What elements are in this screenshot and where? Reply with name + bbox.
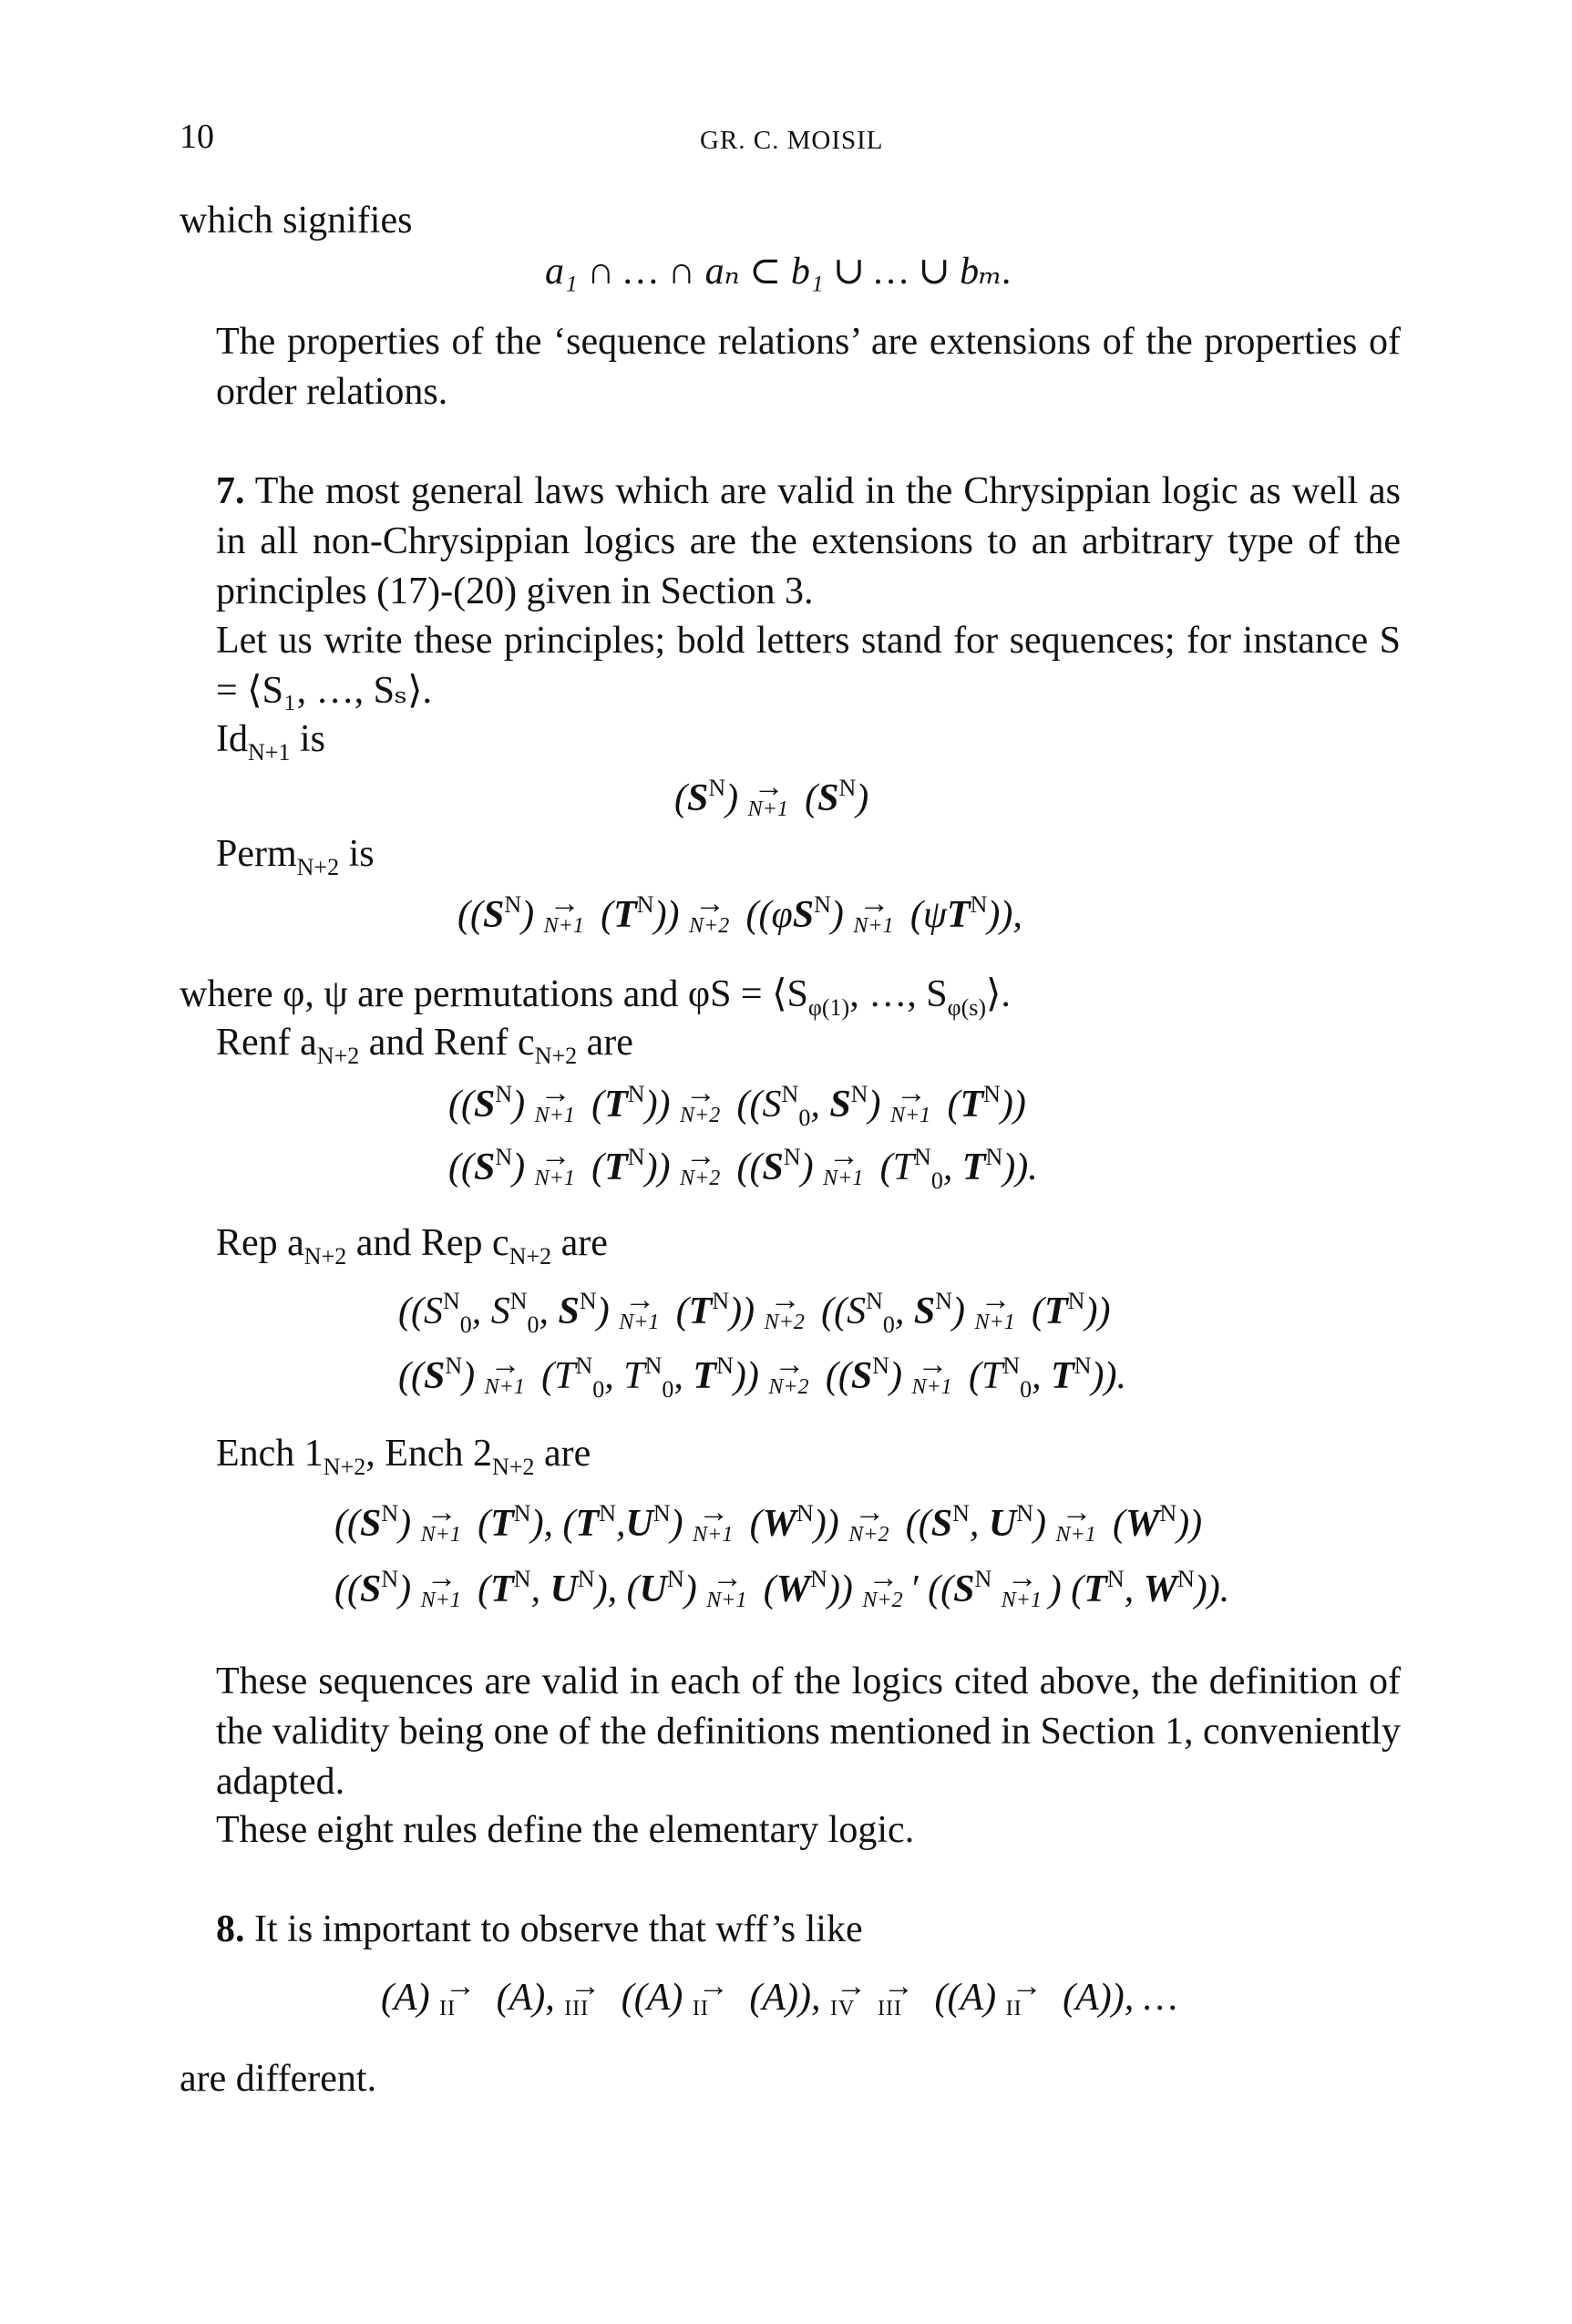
- rep-are: are: [551, 1222, 608, 1264]
- ench-sub-2: N+2: [492, 1454, 535, 1480]
- ench-are: are: [534, 1433, 591, 1475]
- id-label: Id: [216, 718, 248, 760]
- where-end: ⟩.: [986, 973, 1011, 1015]
- renf-sub-1: N+2: [316, 1043, 360, 1069]
- perm-label-line: [216, 829, 1401, 892]
- where-text: where φ, ψ are permutations and φS = ⟨S: [180, 973, 808, 1015]
- formula-rep-a: (($S^N_0$, $S^N_0$, $S^N$) → N+1 $(T^N)$) → N+2 (($S^N_0$, $S^N$) → N+1 $(T^N)$): [398, 1288, 1110, 1339]
- paragraph-properties: [216, 317, 1401, 417]
- section-7-text: The most general laws which are valid in the Chrysippian logic as well as in all non-Chrysippian logics are the extensions to an arbitrary type of the principles (17)-(20) given in Section 3.: [216, 470, 1401, 612]
- perm-is: is: [339, 833, 375, 875]
- renf-are: are: [577, 1022, 633, 1064]
- rep-label-line: [216, 1219, 1401, 1281]
- id-subscript: N+1: [248, 739, 291, 766]
- renf-label-line: [216, 1018, 1401, 1081]
- where-mid: , …, S: [849, 973, 948, 1015]
- where-sub-2: φ(s): [947, 994, 987, 1021]
- formula-wff: (A) → II (A), → III ((A) → II (A)), → IV → III ((A) → II (A)), …: [381, 1976, 1177, 2020]
- page-number: 10: [180, 118, 214, 156]
- perm-subscript: N+2: [296, 854, 340, 880]
- formula-order: a₁ ∩ … ∩ aₙ ⊂ b₁ ∪ … ∪ bₘ.: [545, 251, 1012, 293]
- formula-ench-2: ($(S^N)$ → N+1 ($T^N$, $U^N$), $(U^N)$ → N+1 $(W^N)$) → N+2 ′ (($S^N$ → N+1 ) ($T^N$, $W^N$)).: [334, 1566, 1229, 1611]
- perm-label: Perm: [216, 833, 297, 875]
- paragraph-valid: These sequences are valid in each of the logics cited above, the definition of the validity being one of the definitions mentioned in Section 1, conveniently adapted.: [216, 1661, 1401, 1803]
- running-header: GR. C. MOISIL: [700, 126, 884, 155]
- section-8-number: 8.: [216, 1908, 245, 1950]
- paragraph-which-signifies: which signifies: [180, 200, 413, 242]
- formula-perm: ($(S^N)$ → N+1 $(T^N)$) → N+2 ($(\varphi S^N)$ → N+1 $(\psi T^N)$),: [457, 891, 1022, 937]
- rep-sub-1: N+2: [303, 1243, 347, 1270]
- id-is: is: [290, 718, 325, 760]
- paragraph-are-different: are different.: [180, 2058, 377, 2100]
- where-sub-1: φ(1): [807, 994, 850, 1021]
- rep-sub-2: N+2: [509, 1243, 552, 1270]
- formula-rep-c: ($(S^N)$ → N+1 ($T^N_0$, $T^N_0$, $T^N$)) → N+2 ($(S^N)$ → N+1 ($T^N_0$, $T^N$)).: [398, 1352, 1126, 1404]
- ench-sub-1: N+2: [323, 1454, 366, 1480]
- properties-text: The properties of the ‘sequence relations’ are extensions of the properties of order relations.: [216, 321, 1401, 413]
- formula-id: $(S^N)$ → N+1 $(S^N)$: [674, 775, 868, 820]
- formula-renf-c: ($(S^N)$ → N+1 $(T^N)$) → N+2 ($(S^N)$ → N+1 ($T^N_0$, $T^N$)).: [448, 1144, 1038, 1195]
- rep-text: Rep a: [216, 1222, 304, 1264]
- paragraph-principles: Let us write these principles; bold letters stand for sequences; for instance S = ⟨S₁, …, Sₛ⟩.: [216, 620, 1401, 712]
- rep-and: and Rep c: [346, 1222, 509, 1264]
- section-7-paragraph: [216, 467, 1401, 617]
- section-7-number: 7.: [216, 470, 245, 512]
- renf-text: Renf a: [216, 1022, 317, 1064]
- formula-renf-a: ($(S^N)$ → N+1 $(T^N)$) → N+2 (($S^N_0$, $S^N$) → N+1 $(T^N)$): [448, 1081, 1026, 1132]
- renf-and: and Renf c: [359, 1022, 535, 1064]
- formula-ench-1: ($(S^N)$ → N+1 $(T^N)$, $(T^N,U^N)$ → N+1 $(W^N)$) → N+2 (($S^N$, $U^N$) → N+1 $(W^N)$): [334, 1500, 1202, 1546]
- section-8-paragraph: [216, 1905, 1401, 1955]
- ench-text: Ench 1: [216, 1433, 324, 1475]
- paragraph-eight-rules: These eight rules define the elementary logic.: [216, 1809, 915, 1851]
- ench-mid: , Ench 2: [365, 1433, 493, 1475]
- id-label-line: [216, 715, 1401, 777]
- ench-label-line: [216, 1429, 1401, 1492]
- section-8-text: It is important to observe that wff’s like: [244, 1908, 863, 1950]
- renf-sub-2: N+2: [534, 1043, 578, 1069]
